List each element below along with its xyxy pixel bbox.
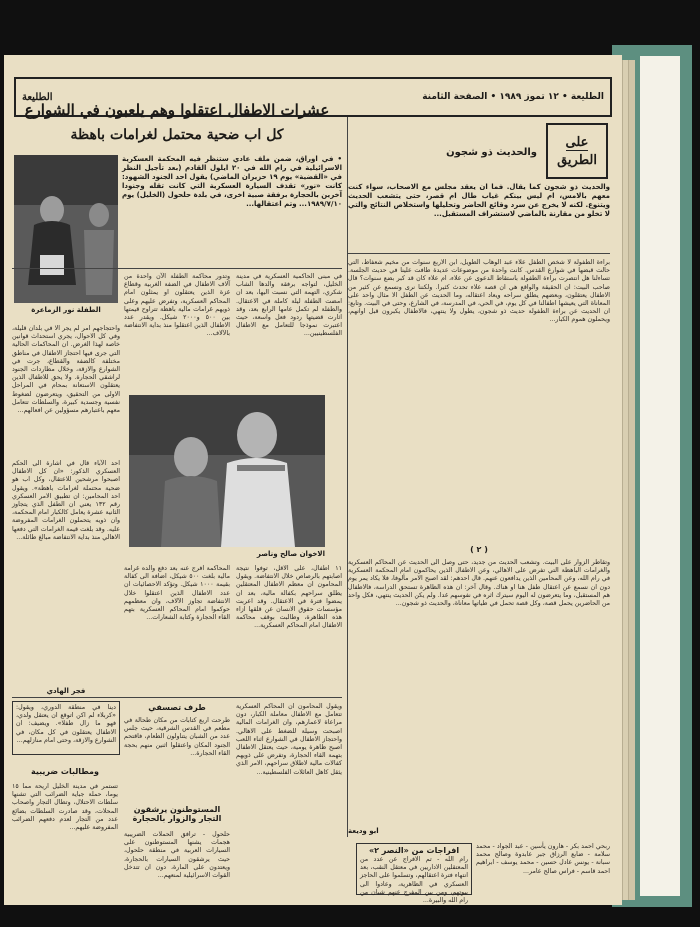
article-body-a: في مبنى الحاكمية العسكرية في مدينة الخليل، لتواجه برفقة والدها الشاب شكري، التهمة التي نسبت اليها، بعد ان امضت الطفلة ليلة كاملة في الاعتقال. والطفلة لم تكمل عامها الرابع بعد، وقد اثارت قضيتها ردود فعل واسعة، حيث اعتبرت نموذجا للتعامل مع الاطفال الفلسطينيين... <box>236 273 342 338</box>
column-body-1: براءة الطفولة لا شخص الطفل علاء عبد الوهاب الطويل، ابن الاربع سنوات من مخيم شعفاط، التي حالت قبضها في شوارع القدس. كانت واحدة من موضوعات عديدة طافت علينا في حديث الجلسة. تساءلنا هل انتصرت براءة الطفولة باستقاط الدعوى عن علاء، ام علاء كان قد كبر بضع سنوات؟ قال صاحب البيت: ان الحقيقة والواقع هي ان قصة علاء تحدث كثيرا. ولكننا نرى ونسمع عن كثير من الاطفال يعتقلون، وبعضهم يطلق سراحه ويعاد اعتقاله، وما الحديث عن الطفل الا مثال واحد على المعاناة التي يعيشها اطفالنا في كل يوم، في الحي، في المدرسة، في الشارع، وحتى في البيت. وتابع: ان الحديث عن براءة الطفولة حديث ذو شجون، يطول ولا ينتهي، فالاطفال يكبرون قبل اوانهم، ويحملون هموم الكبار... <box>348 259 610 324</box>
article-divider <box>12 268 342 269</box>
photo-girl <box>14 155 118 303</box>
article-body-d: واحتجاجهم امر لم يجر الا في بلدان قليلة، وفي كل الاحوال، يجري استحداث قوانين خاصة لهذا الغرض. ان المحاكمات الحالية التي جرى فيها احتجاز الاطفال في مناطق مختلفة كالضفة والقطاع، جرت في الشوارع والازقة، وخلال مطاردات الجنود لراشقي الحجارة. ولا يحق للاطفال الذين يعتقلون الاستعانة بمحام في المراحل الاولى من التحقيق، ويتعرضون لضغوط نفسية وجسدية كبيرة، والسلطات تتعامل معهم باعتبارهم مسؤولين عن افعالهم... <box>12 325 120 415</box>
box-settlers-text: حلحول - ترافق الحملات الضريبية هجمات يشنها المستوطنون على السيارات العربية في منطقة حلحول، حيث يرشقون السيارات بالحجارة، ويعتدون على المارة، دون ان تتدخل القوات الاسرائيلية لمنعهم... <box>124 831 230 880</box>
article-body-e: احد الآباء قال في اشارة الى الحكم العسكري الذكور: «ان كل الاطفال اصبحوا مرشحين للاعتقال، وكل اب هو ضحية محتملة لغرامات باهظة». ويقول احد المحامين: ان تطبيق الامر العسكري رقم ١٣٢ يعني ان الطفل الذي يتجاوز الثانية عشرة يعامل كالكبار امام المحكمة، وان ذويه يتحملون الغرامات المفروضة عليه. وقد بلغت قيمة الغرامات التي دفعها الاهالي منذ بداية الانتفاضة مبالغ طائلة... <box>12 460 120 541</box>
photo-boys <box>129 395 325 547</box>
masthead-logo: الطليعة <box>22 91 53 103</box>
column-divider-1 <box>348 253 610 254</box>
newspaper-page <box>4 55 622 905</box>
column-author: ابو وديعة <box>348 827 379 835</box>
release-names: ربحي احمد بكر - هارون يأسين - عبد الجواد - محمد سلامة - ضابع الرزاق جبر عابدوة وصالح محمد سبانة - يونس عادل حسين - محمد يوسف - ابراهيم احمد قاسم - فراس صالح عامر... <box>476 843 610 875</box>
photo-girl-image <box>14 155 118 303</box>
quote-box <box>12 701 120 755</box>
article-subheadline: كل اب ضحية محتمل لغرامات باهظة <box>70 127 284 143</box>
release-box-title: افراجات من «النصر ٢» <box>368 846 460 855</box>
rubric-bottom: الطريق <box>557 152 597 168</box>
photo-boys-caption: الاخوان صالح وناصر <box>256 550 325 558</box>
release-box <box>356 843 472 905</box>
article-headline: عشرات الاطفال اعتقلوا وهم يلعبون في الشوارع <box>24 101 330 119</box>
page-date: الطليعة • ١٢ تموز ١٩٨٩ • الصفحة الثامنة <box>422 92 604 102</box>
box-way-title: طرف تصسفي <box>148 703 206 712</box>
column-intro: والحديث ذو شجون كما يقال. فما ان يعقد مجلس مع الاصحاب، سواء كنت معهم بالامس، ام ليس بينكم غياب طال ام قصر، حتى يتشعب الحديث ويتنوع. لكنه لا يخرج عن سرد وقائع الحاضر وتحليلها واستخلاص النتائج والتي لا تخلو من مقارنة بالماضي لاستشراف المستقبل... <box>348 183 610 218</box>
photo-girl-caption: الطفلة نور الزماعرة <box>31 306 101 314</box>
box-tax-title: ومطالبات ضريبية <box>31 767 99 776</box>
box-tax-text: تستمر في مدينة الخليل اريحة مما ١٥ يوما، حملة جباية الضرائب التي تشنها سلطات الاحتلال، وتطال التجار واصحاب المحلات، وقد صادرت السلطات بضائع عدد من التجار لعدم دفعهم الضرائب المفروضة عليهم... <box>12 783 118 832</box>
article-signature: فجر الهادي <box>46 687 86 695</box>
article-body-c: ويقول المحامون ان المحاكم العسكرية تتعامل مع الاطفال معاملة الكبار، دون مراعاة لاعمارهم، وان الغرامات المالية اصبحت وسيلة للضغط على الاهالي. واحتجاز الاطفال في الشوارع اثناء اللعب اصبح ظاهرة يومية، حيث يعتقل الاطفال بتهمة القاء الحجارة، وتفرض على ذويهم كفالات مالية لاطلاق سراحهم، الامر الذي يثقل كاهل العائلات الفلسطينية... <box>236 703 342 776</box>
column-separator <box>347 117 348 837</box>
article-bottom-rule <box>12 697 342 698</box>
article-lead: • في اوراق، ضمن ملف عادي ستنظر فيه المحكمة العسكرية الاسرائيلية في رام الله في ٢٠ ايلول القادم (بعد تأجيل النظر في «القضية» يوم ١٩ حزيران الماضي) يقول احد الجنود الشهود: كانت «نور» تقذف السيارة العسكرية التي كانت تقله وجنودا آخرين بالحجارة برفقة صبية اخرى، في بلدة حلحول (الخليل) يوم ١٩٨٩/٧/١٠... وتم اعتقالها... <box>122 155 342 208</box>
box-settlers-title: المستوطنون يرشقون التجار والزوار بالحجارة <box>132 805 222 823</box>
quote-box-text: دينا في منطقة الدوري، ويقول: «كربلاء لم اكن اتوقع ان يعتقل ولدي، فهو ما زال طفلا». ويضيف: ان الاطفال يعتقلون في كل مكان، في الشوارع والازقة، وحتى امام منازلهم... <box>16 704 116 744</box>
rubric-top: على <box>565 134 589 150</box>
article-body-b: وتدور محاكمة الطفلة الآن واحدة من آلاف الاطفال في الضفة الغربية وقطاع غزة الذين يعتقلون او يمثلون امام المحاكم العسكرية، وتفرض عليهم وعلى ذويهم غرامات مالية باهظة تتراوح قيمتها بين ٥٠٠ و٢٠٠٠ شيكل. ويقدر عدد الاطفال الذين اعتقلوا منذ بداية الانتفاضة بالآلاف... <box>124 273 231 338</box>
article-body-f: ١١ اطفال، على الاقل، توفوا نتيجة اصابتهم بالرصاص خلال الانتفاضة. ويقول المحامون ان معظم الاطفال المعتقلين يطلق سراحهم بكفالة مالية، بعد ان يمضوا فترة في الاعتقال. وقد اعربت مؤسسات حقوق الانسان عن قلقها ازاء هذه الظاهرة، وطالبت بوقف محاكمة الاطفال امام المحاكم العسكرية... <box>236 565 342 630</box>
column-section-number: ( ٢ ) <box>470 545 488 554</box>
column-body-2: وتقاطر الزوار على البيت. وتشعب الحديث من جديد، حتى وصل الى الحديث عن المحاكم العسكرية والغرامات الباهظة التي تفرض على الاهالي، وعن الاطفال الذين يحاكمون امام المحكمة العسكرية في رام الله، وعن المحامين الذين يدافعون عنهم. قال احدهم: لقد اصبح الامر مألوفا، فلا يكاد يمر يوم دون ان نسمع عن اعتقال طفل هنا او هناك. وقال آخر: ان هذه الظاهرة تستحق الدراسة، فالاطفال هم المستقبل، وما يتعرضون له اليوم سيترك اثره في نفوسهم غدا. ولم يكن الحديث ينتهي، فكل واحد من الحاضرين يحمل قصة، وكل قصة تحمل في طياتها معاناة، والحديث ذو شجون... <box>348 559 610 608</box>
box-way-text: طرحت اربع كتابات من مكان طحالة في مطعم في القدس الشرقية، حيث جلس عدد من الشبان يتناولون الطعام، فاقتحم الجنود المكان واعتقلوا اثنين منهم بحجة القاء الحجارة... <box>124 717 230 757</box>
photo-boys-image <box>129 395 325 547</box>
column-title: والحديث ذو شجون <box>446 147 537 158</box>
column-rubric <box>546 123 608 179</box>
page-edge-2 <box>628 60 635 900</box>
release-box-text: رام الله - تم الافراج عن عدد من المعتقلين الاداريين في معتقل النقب، بعد انتهاء فترة اعتقالهم، وتسلموا على الحاجز العسكري في الظاهرية، وعادوا الى بيوتهم، ومن بين المفرج عنهم شبان من رام الله والبيرة... <box>360 856 468 905</box>
binder-inner-page <box>640 56 680 896</box>
article-body-g: المحاكمة افرج عنه بعد دفع والده غرامة مالية بلغت ٥٠٠ شيكل، اضافة الى كفالة بقيمة ١٠٠٠ شيكل. وتؤكد الاحصائيات ان عدد الاطفال الذين اعتقلوا خلال الانتفاضة تجاوز الآلاف، وان معظمهم حوكموا امام المحاكم العسكرية بتهم القاء الحجارة وكتابة الشعارات... <box>124 565 230 622</box>
